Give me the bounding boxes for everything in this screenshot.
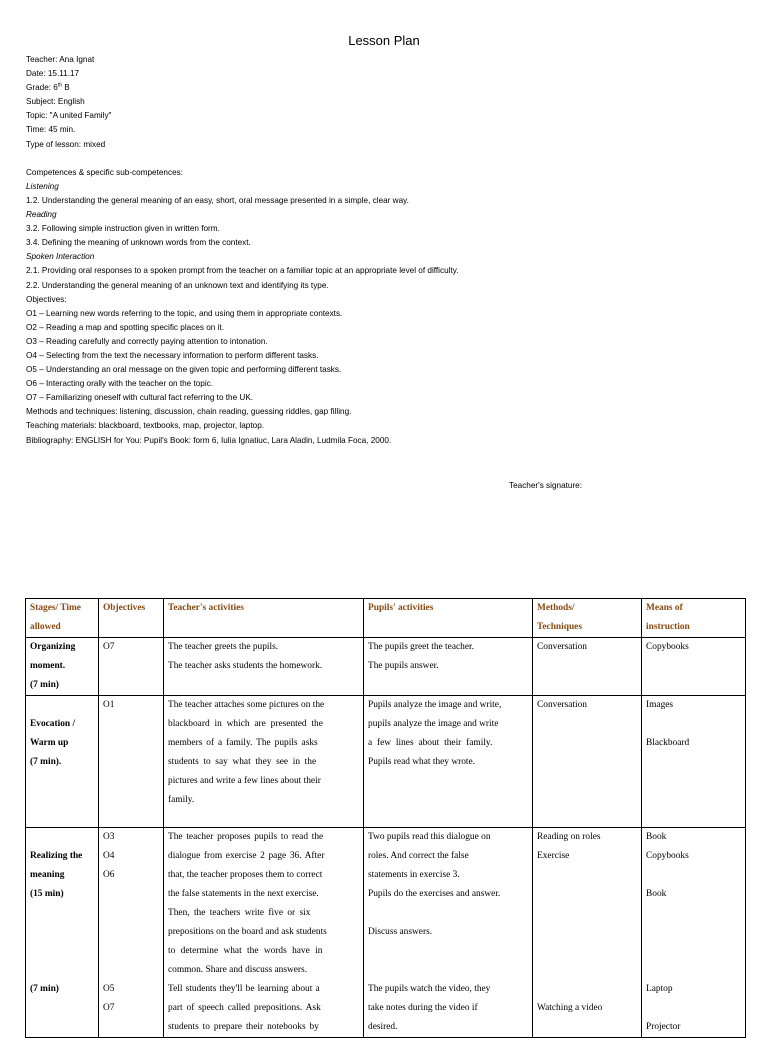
competence-2-1: 2.1. Providing oral responses to a spoken prompt from the teacher on a familiar topic at an appropriate level of difficulty.: [26, 266, 459, 276]
methods-line: Methods and techniques: listening, discussion, chain reading, guessing riddles, gap filling.: [26, 407, 352, 417]
methods-cell: [533, 696, 642, 828]
activity-line: Pupils analyze the image and write,: [368, 700, 502, 710]
objective-code: O3: [103, 832, 115, 842]
objectives-heading: Objectives:: [26, 294, 67, 304]
header-objectives: [99, 599, 164, 638]
lesson-type-line: Type of lesson: mixed: [26, 139, 106, 149]
spacer: [30, 942, 94, 961]
grade-sup: th: [57, 82, 63, 89]
activity-line: Pupils do the exercises and answer.: [368, 889, 501, 899]
activity-line: Discuss answers.: [368, 927, 433, 937]
header-pupils-activities: [364, 599, 533, 638]
means-text: Projector: [646, 1022, 681, 1032]
objective-item: O1 – Learning new words referring to the topic, and using them in appropriate contexts.: [26, 308, 343, 318]
method-text: Reading on roles: [537, 832, 601, 842]
activity-line: part of speech called prepositions. Ask: [168, 1003, 321, 1013]
method-text: Conversation: [537, 700, 587, 710]
objectives-cell: [99, 696, 164, 828]
spacer: [646, 923, 741, 942]
spacer: [368, 961, 528, 980]
spacer: [26, 152, 746, 166]
activity-line: The teacher asks students the homework.: [168, 661, 323, 671]
activity-line: The teacher proposes pupils to read the: [168, 832, 324, 842]
pupils-activities-cell: [364, 638, 533, 696]
competence-3-2: 3.2. Following simple instruction given in written form.: [26, 224, 220, 234]
header-text: Means of: [646, 603, 683, 613]
pupils-activities-cell: [364, 828, 533, 1038]
activity-line: that, the teacher proposes them to correct: [168, 870, 323, 880]
stage-cell: [26, 638, 99, 696]
listening-label: Listening: [26, 181, 59, 191]
objectives-cell: [99, 638, 164, 696]
means-text: Blackboard: [646, 738, 690, 748]
stage-text: Evocation /: [30, 719, 76, 729]
objective-code: O6: [103, 870, 115, 880]
header-text: allowed: [30, 622, 61, 632]
header-text: Methods/: [537, 603, 575, 613]
document-title: Lesson Plan: [348, 33, 420, 48]
means-text: Copybooks: [646, 642, 689, 652]
teacher-activities-cell: [164, 638, 364, 696]
spacer: [646, 904, 741, 923]
activity-line: The teacher greets the pupils.: [168, 642, 279, 652]
objective-item: O7 – Familiarizing oneself with cultural fact referring to the UK.: [26, 393, 254, 403]
grade-suffix: B: [62, 83, 70, 93]
date-line: Date: 15.11.17: [26, 69, 80, 79]
header-text: instruction: [646, 622, 690, 632]
spacer: [537, 904, 637, 923]
activity-line: dialogue from exercise 2 page 36. After: [168, 851, 325, 861]
spacer: [30, 961, 94, 980]
header-means: [642, 599, 746, 638]
teacher-activities-cell: [164, 828, 364, 1038]
spacer: [537, 980, 637, 999]
spacer: [646, 942, 741, 961]
activity-line: family.: [168, 795, 195, 805]
subject-line: Subject: English: [26, 97, 85, 107]
activity-line: statements in exercise 3.: [368, 870, 460, 880]
activity-line: desired.: [368, 1022, 398, 1032]
spacer: [103, 923, 159, 942]
spoken-interaction-label: Spoken Interaction: [26, 252, 95, 262]
objective-item: O5 – Understanding an oral message on the given topic and performing different tasks.: [26, 365, 342, 375]
means-text: Book: [646, 832, 667, 842]
activity-line: The pupils answer.: [368, 661, 439, 671]
teacher-line: Teacher: Ana Ignat: [26, 55, 95, 64]
header-text: Pupils' activities: [368, 603, 434, 613]
stage-text: moment.: [30, 661, 66, 671]
table-header-row: [26, 599, 746, 638]
grade-prefix: Grade: 6: [26, 83, 58, 93]
topic-line: Topic: "A united Family": [26, 111, 112, 121]
activity-line: students to prepare their notebooks by: [168, 1022, 319, 1032]
objective-code: O7: [103, 642, 115, 652]
time-line: Time: 45 min.: [26, 125, 76, 135]
means-text: Copybooks: [646, 851, 689, 861]
methods-cell: [533, 828, 642, 1038]
stage-text: (7 min).: [30, 757, 62, 767]
header-teacher-activities: [164, 599, 364, 638]
objective-item: O4 – Selecting from the text the necessary information to perform different tasks.: [26, 350, 319, 360]
header-text: Teacher's activities: [168, 603, 244, 613]
spacer: [646, 866, 741, 885]
activity-line: students to say what they see in the: [168, 757, 317, 767]
header-text: Objectives: [103, 603, 146, 613]
spacer: [646, 999, 741, 1018]
spacer: [537, 923, 637, 942]
means-text: Images: [646, 700, 674, 710]
stage-text: (7 min): [30, 984, 59, 994]
objectives-cell: [99, 828, 164, 1038]
stage-text: (7 min): [30, 680, 59, 690]
method-text: Watching a video: [537, 1003, 603, 1013]
stage-text: meaning: [30, 870, 65, 880]
activity-line: roles. And correct the false: [368, 851, 469, 861]
bibliography-line: Bibliography: ENGLISH for You: Pupil's Book: form 6, Iulia Ignatiuc, Lara Aladin, Ludmila Foca, 2000.: [26, 435, 392, 445]
objective-code: O5: [103, 984, 115, 994]
teacher-activities-cell: [164, 696, 364, 828]
activity-line: The pupils greet the teacher.: [368, 642, 474, 652]
means-cell: [642, 696, 746, 828]
stage-text: Organizing: [30, 642, 76, 652]
methods-cell: [533, 638, 642, 696]
competence-3-4: 3.4. Defining the meaning of unknown words from the context.: [26, 238, 251, 248]
objective-code: O4: [103, 851, 115, 861]
pupils-activities-cell: [364, 696, 533, 828]
spacer: [30, 696, 94, 715]
method-text: Conversation: [537, 642, 587, 652]
activity-line: the false statements in the next exercise.: [168, 889, 319, 899]
means-text: Book: [646, 889, 667, 899]
activity-line: common. Share and discuss answers.: [168, 965, 308, 975]
activity-line: pupils analyze the image and write: [368, 719, 499, 729]
activity-line: Tell students they'll be learning about a: [168, 984, 320, 994]
spacer: [30, 923, 94, 942]
spacer: [646, 961, 741, 980]
competences-heading: Competences & specific sub-competences:: [26, 167, 184, 177]
competence-2-2: 2.2. Understanding the general meaning of an unknown text and identifying its type.: [26, 280, 329, 290]
reading-label: Reading: [26, 210, 57, 220]
activity-line: Two pupils read this dialogue on: [368, 832, 491, 842]
means-cell: [642, 828, 746, 1038]
activity-line: take notes during the video if: [368, 1003, 478, 1013]
activity-line: Pupils read what they wrote.: [368, 757, 476, 767]
materials-line: Teaching materials: blackboard, textbooks, map, projector, laptop.: [26, 421, 265, 431]
spacer: [646, 715, 741, 734]
objective-item: O6 – Interacting orally with the teacher on the topic.: [26, 379, 214, 389]
activity-line: to determine what the words have in: [168, 946, 323, 956]
stage-text: Realizing the: [30, 851, 83, 861]
activity-line: The teacher attaches some pictures on the: [168, 700, 325, 710]
teacher-signature-label: Teacher's signature:: [509, 481, 583, 490]
activity-line: a few lines about their family.: [368, 738, 493, 748]
objective-item: O2 – Reading a map and spotting specific places on it.: [26, 322, 224, 332]
spacer: [30, 828, 94, 847]
spacer: [103, 961, 159, 980]
means-cell: [642, 638, 746, 696]
header-text: Stages/ Time: [30, 603, 81, 613]
stage-text: Warm up: [30, 738, 69, 748]
spacer: [103, 904, 159, 923]
objective-item: O3 – Reading carefully and correctly paying attention to intonation.: [26, 336, 268, 346]
activity-line: Then, the teachers write five or six: [168, 908, 311, 918]
table-row: [26, 828, 746, 1038]
spacer: [30, 904, 94, 923]
activity-line: The pupils watch the video, they: [368, 984, 491, 994]
spacer: [103, 942, 159, 961]
stage-text: (15 min): [30, 889, 64, 899]
lesson-plan-table: [25, 598, 746, 1038]
objective-code: O7: [103, 1003, 115, 1013]
activity-line: prepositions on the board and ask students: [168, 927, 327, 937]
spacer: [537, 866, 637, 885]
spacer: [537, 961, 637, 980]
spacer: [537, 942, 637, 961]
header-methods: [533, 599, 642, 638]
spacer: [368, 904, 528, 923]
means-text: Laptop: [646, 984, 673, 994]
header-text: Techniques: [537, 622, 582, 632]
competence-1-2: 1.2. Understanding the general meaning of an easy, short, oral message presented in a simple, clear way.: [26, 195, 409, 205]
lesson-header-block: [26, 53, 746, 448]
activity-line: pictures and write a few lines about their: [168, 776, 321, 786]
stage-cell: [26, 828, 99, 1038]
spacer: [103, 885, 159, 904]
stage-cell: [26, 696, 99, 828]
activity-line: blackboard in which are presented the: [168, 719, 323, 729]
method-text: Exercise: [537, 851, 570, 861]
objective-code: O1: [103, 700, 115, 710]
table-row: [26, 638, 746, 696]
activity-line: members of a family. The pupils asks: [168, 738, 318, 748]
table-row: [26, 696, 746, 828]
grade-line: [26, 81, 746, 95]
header-stages: [26, 599, 99, 638]
spacer: [368, 942, 528, 961]
spacer: [537, 885, 637, 904]
